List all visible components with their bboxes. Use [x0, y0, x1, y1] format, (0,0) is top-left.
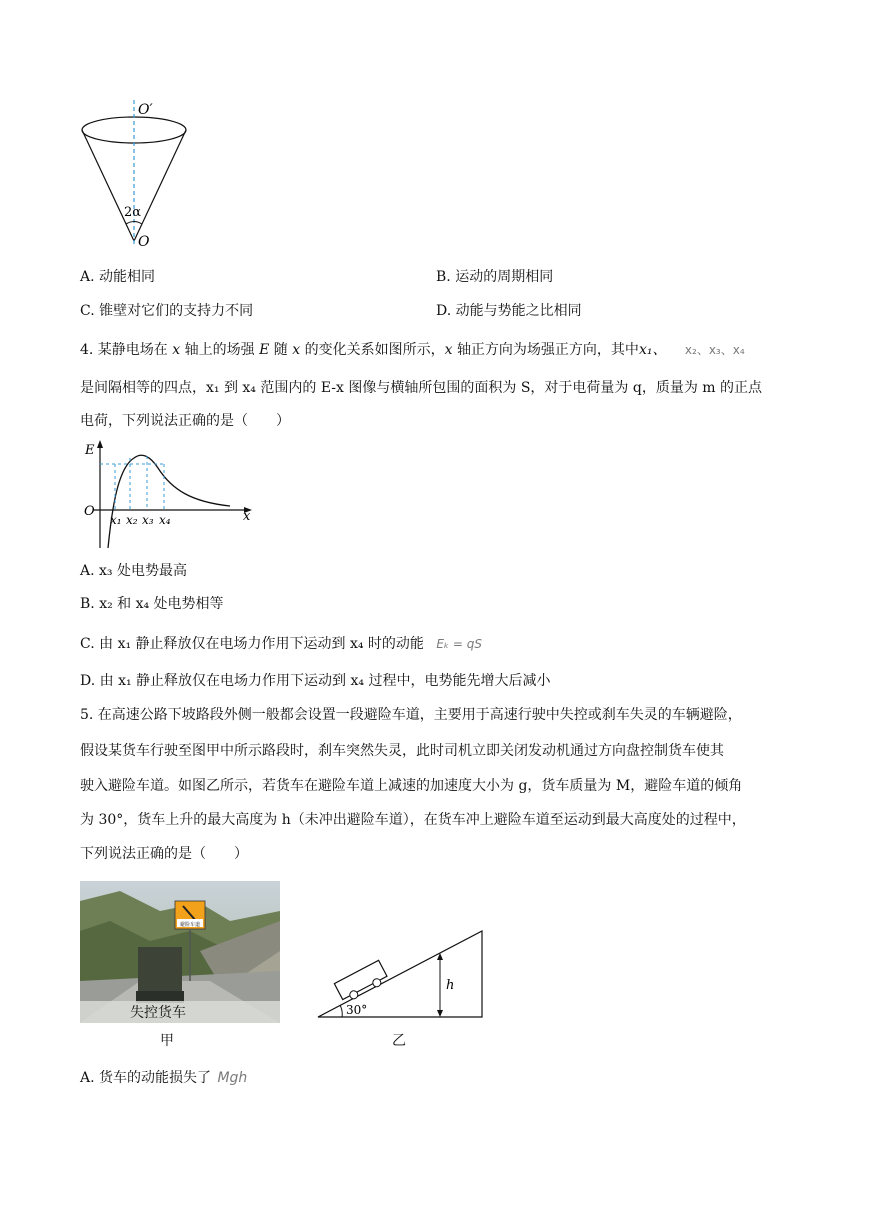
photo-sign-text: 避险车道	[179, 922, 201, 928]
graph-tick-x4: x₄	[159, 513, 171, 527]
label-jia: 甲	[160, 1033, 174, 1049]
q4-option-c-formula: Eₖ = qS	[436, 637, 482, 651]
q4-option-b: B. x₂ 和 x₄ 处电势相等	[80, 596, 224, 612]
label-yi: 乙	[392, 1033, 406, 1049]
graph-tick-x3: x₃	[142, 513, 154, 527]
q5-stem-line4: 为 30°，货车上升的最大高度为 h（未冲出避险车道），在货车冲上避险车道至运动到最大高度处的过程中，	[80, 812, 746, 828]
cone-label-top: O′	[138, 102, 153, 118]
q4-option-d: D. 由 x₁ 静止释放仅在电场力作用下运动到 x₄ 过程中，电势能先增大后减小	[80, 673, 551, 689]
graph-tick-x2: x₂	[126, 513, 138, 527]
q4-option-a: A. x₃ 处电势最高	[80, 563, 187, 579]
incline-h-label: h	[446, 978, 455, 993]
incline-angle-label: 30°	[346, 1003, 368, 1017]
q5-stem-line1: 5. 在高速公路下坡路段外侧一般都会设置一段避险车道，主要用于高速行驶中失控或刹车失灵的车辆避险，	[80, 707, 742, 723]
q3-option-a: A. 动能相同	[80, 269, 156, 285]
q3-option-c: C. 锥壁对它们的支持力不同	[80, 303, 254, 319]
cone-figure	[80, 96, 200, 256]
q3-option-d: D. 动能与势能之比相同	[436, 303, 582, 319]
q5-stem-line3: 驶入避险车道。如图乙所示，若货车在避险车道上减速的加速度大小为 g，货车质量为 M，避险车道的倾角	[80, 778, 743, 794]
cone-label-angle: 2α	[124, 205, 142, 220]
e-x-graph	[80, 438, 260, 553]
graph-label-x: x	[243, 509, 251, 524]
q5-option-a-formula: Mgh	[217, 1070, 248, 1086]
q4-stem-line2: 是间隔相等的四点，x₁ 到 x₄ 范围内的 E-x 图像与横轴所包围的面积为 S，对于电荷量为 q，质量为 m 的正点	[80, 380, 762, 396]
q5-stem-line2: 假设某货车行驶至图甲中所示路段时，刹车突然失灵，此时司机立即关闭发动机通过方向盘控制货车使其	[80, 743, 724, 759]
q4-stem-line1: 4. 某静电场在 x 轴上的场强 E 随 x 的变化关系如图所示，x 轴正方向为场强正方向，其中x₁、 x₂、x₃、x₄	[80, 342, 745, 358]
photo-caption: 失控货车	[130, 1005, 186, 1021]
runaway-truck-photo	[80, 881, 280, 1023]
incline-diagram	[312, 925, 488, 1021]
q4-option-c: C. 由 x₁ 静止释放仅在电场力作用下运动到 x₄ 时的动能 Eₖ = qS	[80, 636, 482, 652]
q5-stem-line5: 下列说法正确的是（ ）	[80, 846, 248, 862]
q5-option-a: A. 货车的动能损失了 Mgh	[80, 1070, 248, 1086]
graph-tick-x1: x₁	[110, 513, 122, 527]
cone-label-bottom: O	[138, 234, 150, 250]
graph-label-e: E	[85, 443, 95, 458]
q3-option-b: B. 运动的周期相同	[436, 269, 554, 285]
q4-grey-symbols: x₂、x₃、x₄	[684, 343, 745, 357]
graph-label-o: O	[84, 504, 95, 519]
q4-stem-line3: 电荷，下列说法正确的是（ ）	[80, 413, 290, 429]
